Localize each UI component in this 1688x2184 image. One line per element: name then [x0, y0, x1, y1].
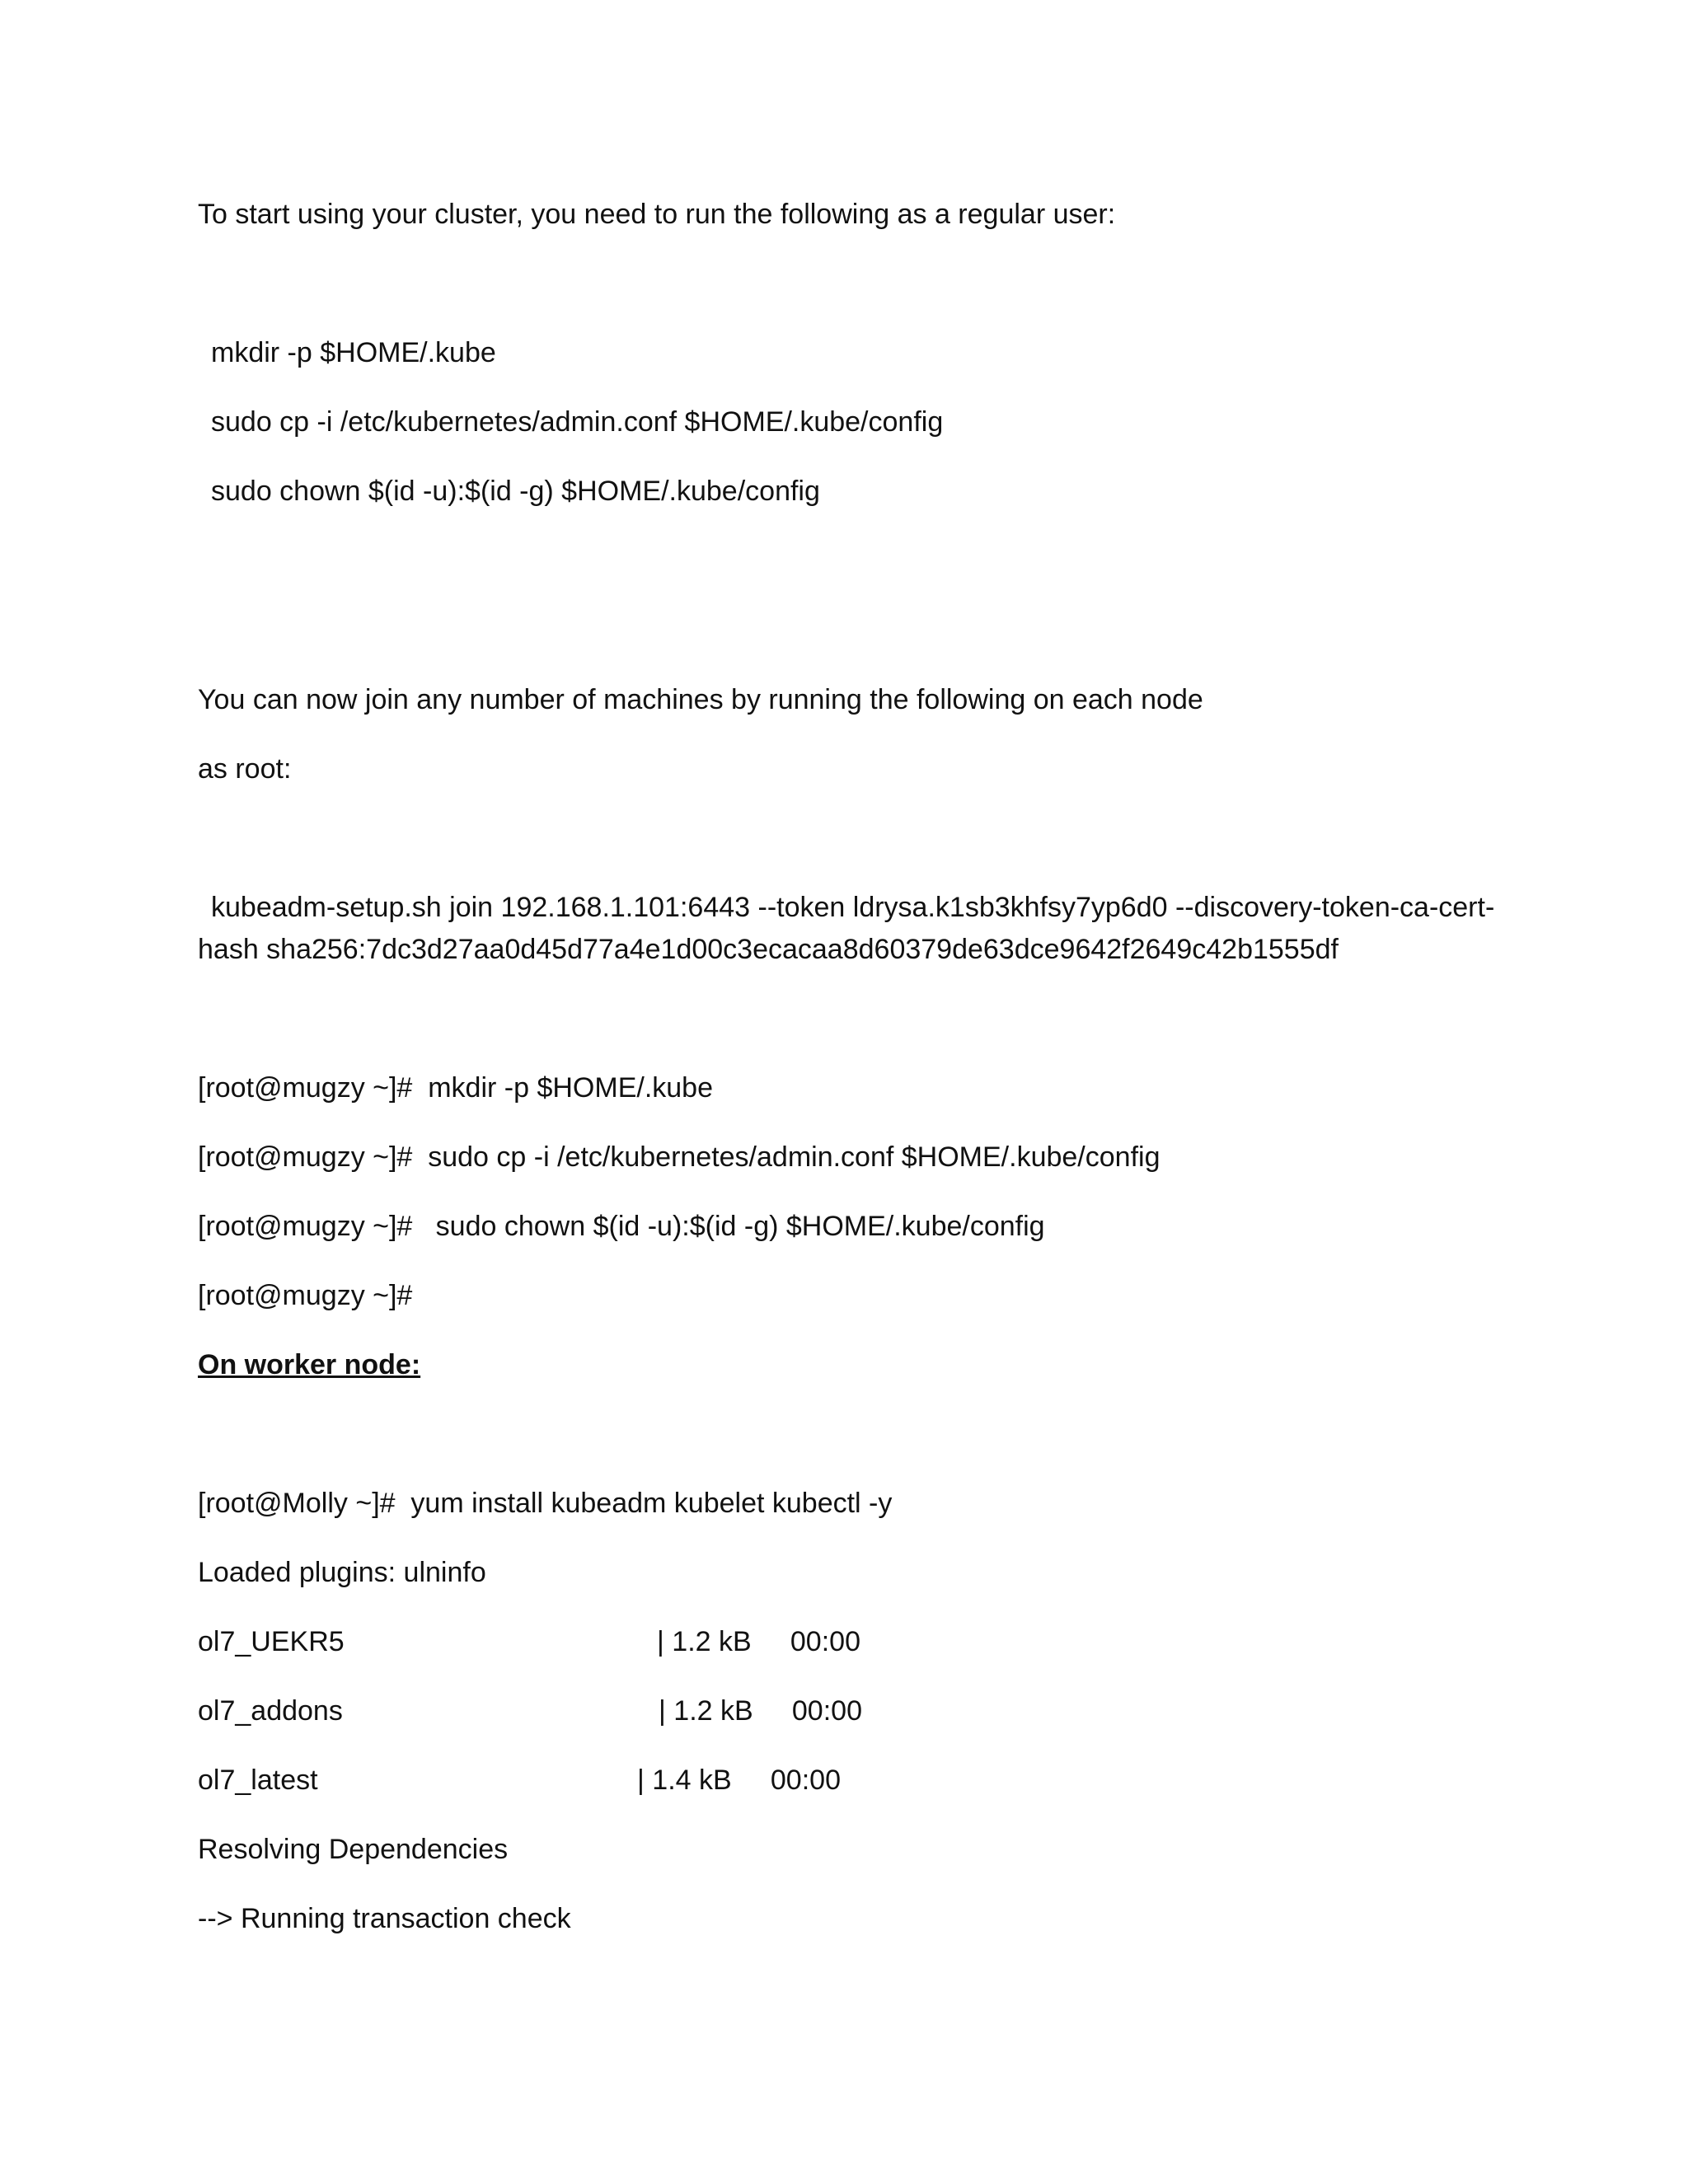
repo-meta: | 1.2 kB 00:00	[657, 1626, 860, 1657]
repo-meta: | 1.4 kB 00:00	[637, 1765, 841, 1796]
repo-meta: | 1.2 kB 00:00	[659, 1695, 862, 1727]
setup-command-chown: sudo chown $(id -u):$(id -g) $HOME/.kube/config	[211, 476, 820, 507]
join-command-line-1: kubeadm-setup.sh join 192.168.1.101:6443 --token ldrysa.k1sb3khfsy7yp6d0 --discovery-token-ca-cert-	[211, 892, 1495, 923]
master-session-mkdir: [root@mugzy ~]# mkdir -p $HOME/.kube	[198, 1072, 713, 1104]
intro-text: To start using your cluster, you need to run the following as a regular user:	[198, 199, 1116, 230]
repo-name: ol7_latest	[198, 1765, 318, 1796]
repo-name: ol7_UEKR5	[198, 1626, 345, 1657]
worker-transaction-check: --> Running transaction check	[198, 1903, 571, 1934]
join-info-text-root: as root:	[198, 753, 292, 785]
setup-command-mkdir: mkdir -p $HOME/.kube	[211, 337, 496, 368]
worker-install-command: [root@Molly ~]# yum install kubeadm kubelet kubectl -y	[198, 1488, 893, 1519]
join-command-line-2: hash sha256:7dc3d27aa0d45d77a4e1d00c3ecacaa8d60379de63dce9642f2649c42b1555df	[198, 934, 1339, 965]
master-session-copy: [root@mugzy ~]# sudo cp -i /etc/kubernetes/admin.conf $HOME/.kube/config	[198, 1141, 1160, 1173]
master-session-prompt: [root@mugzy ~]#	[198, 1280, 413, 1311]
setup-command-copy: sudo cp -i /etc/kubernetes/admin.conf $HOME/.kube/config	[211, 406, 944, 438]
repo-name: ol7_addons	[198, 1695, 343, 1727]
worker-loaded-plugins: Loaded plugins: ulninfo	[198, 1557, 486, 1588]
join-info-text: You can now join any number of machines by running the following on each node	[198, 684, 1203, 715]
worker-node-heading: On worker node:	[198, 1349, 421, 1380]
worker-resolving-dependencies: Resolving Dependencies	[198, 1834, 509, 1865]
master-session-chown: [root@mugzy ~]# sudo chown $(id -u):$(id -g) $HOME/.kube/config	[198, 1211, 1045, 1242]
